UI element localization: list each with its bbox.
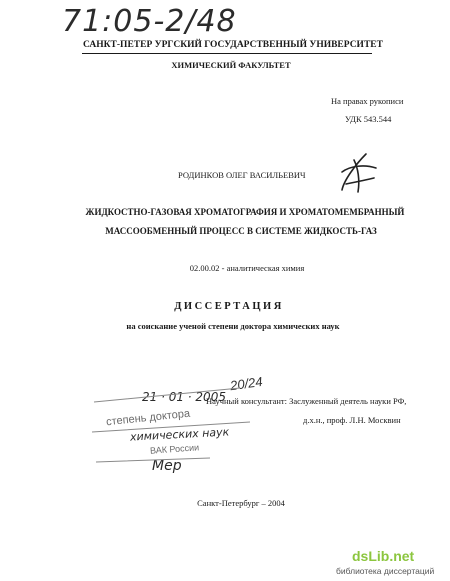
handwritten-number: 71:05-2/48 (62, 4, 237, 39)
watermark-brand-text: dsLib.net (352, 548, 415, 564)
consultant-line-1: Научный консультант: Заслуженный деятель науки РФ, (206, 396, 407, 406)
rights-note: На правах рукописи (331, 96, 404, 106)
stamp-signature: Мер (152, 458, 182, 474)
header-rule (82, 53, 372, 54)
degree-line: на соискание ученой степени доктора химических наук (126, 321, 340, 331)
faculty-name: ХИМИЧЕСКИЙ ФАКУЛЬТЕТ (171, 60, 291, 70)
stamp-line-chem: химических наук (129, 425, 230, 444)
vak-stamp (90, 374, 280, 474)
city-year: Санкт-Петербург – 2004 (197, 498, 285, 508)
university-name: САНКТ-ПЕТЕР УРГСКИЙ ГОСУДАРСТВЕННЫЙ УНИВЕРСИТЕТ (83, 40, 383, 50)
watermark-caption: библиотека диссертаций (336, 566, 435, 576)
author-name: РОДИНКОВ ОЛЕГ ВАСИЛЬЕВИЧ (178, 170, 306, 180)
thesis-title-line-2: МАССООБМЕННЫЙ ПРОЦЕСС В СИСТЕМЕ ЖИДКОСТЬ-ГАЗ (105, 226, 377, 236)
thesis-title-line-1: ЖИДКОСТНО-ГАЗОВАЯ ХРОМАТОГРАФИЯ И ХРОМАТОМЕМБРАННЫЙ (85, 207, 405, 217)
watermark-brand (352, 548, 414, 564)
stamp-line-doctor: степень доктора (105, 407, 191, 429)
document-type: ДИССЕРТАЦИЯ (174, 301, 284, 312)
stamp-number: 20/24 (229, 373, 264, 394)
stamp-line-vak: ВАК России (149, 442, 200, 456)
stamp-outline-icon (90, 380, 280, 470)
stamp-date: 21 · 01 · 2005 (142, 390, 226, 404)
author-signature (336, 150, 380, 196)
udk-code: УДК 543.544 (345, 114, 392, 124)
specialty-code: 02.00.02 - аналитическая химия (189, 263, 305, 273)
consultant-line-2: д.х.н., проф. Л.Н. Москвин (303, 415, 401, 425)
